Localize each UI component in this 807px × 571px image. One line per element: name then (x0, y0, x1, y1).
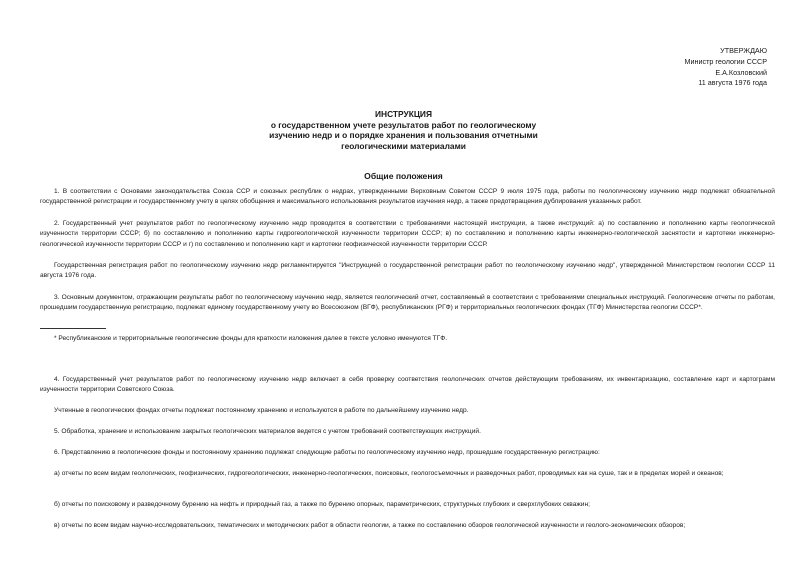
footnote: * Республиканские и территориальные геологические фонды для краткости изложения далее в тексте условно именуются ТГФ. (54, 335, 448, 342)
approval-approved-label: УТВЕРЖДАЮ (720, 46, 767, 55)
paragraph-4: 4. Государственный учет результатов работ по геологическому изучению недр включает в себя проверку соответствия геологических отчетов действующим требованиям, их инвентаризацию, составление карт и картограмм изученности территории Советского Союза. (40, 376, 775, 394)
paragraph-2: 2. Государственный учет результатов работ по геологическому изучению недр проводится в соответствии с требованиями настоящей инструкции, а также инструкций: а) по составлению и пополнению карты геологической изученности территории СССР; б) по составлению и пополнению карты гидрогеологической изученности территории СССР; в) по составлению и пополнению карты инженерно-геологической заснятости и картотеки инженерно-геологической изученности территории СССР и г) по составлению и пополнению карт и картотеки геофизической изученности территории СССР. (40, 220, 775, 248)
section-heading: Общие положения (364, 171, 443, 181)
paragraph-registration: Государственная регистрация работ по геологическому изучению недр регламентируется "Инструкцией о государственной регистрации работ по геологическому изучению недр", утвержденной Министерством геологии СССР 11 августа 1976 года. (40, 262, 775, 280)
paragraph-archive: Учтенные в геологических фондах отчеты подлежат постоянному хранению и используются в работе по дальнейшему изучению недр. (54, 407, 469, 414)
list-item-b: б) отчеты по поисковому и разведочному бурению на нефть и природный газ, а также по бурению опорных, параметрических, структурных глубоких и сверхглубоких скважин; (54, 501, 590, 508)
list-item-a: а) отчеты по всем видам геологических, геофизических, гидрогеологических, инженерно-геологических, поисковых, геологосъемочных и разведочных работ, проводимых как на суше, так и в пределах морей и океанов; (54, 470, 724, 477)
paragraph-3: 3. Основным документом, отражающим результаты работ по геологическому изучению недр, является геологический отчет, составляемый в соответствии с требованиями специальных инструкций. Геологические отчеты по работам, прошедшим государственную регистрацию, подлежат единому государственному учету во Всесоюзном (ВГФ), республиканских (РГФ) и территориальных геологических фондах (ТГФ) Министерства геологии СССР*. (40, 294, 775, 312)
approval-date: 11 августа 1976 года (698, 78, 767, 88)
footnote-divider (40, 328, 106, 329)
paragraph-1: 1. В соответствии с Основами законодательства Союза ССР и союзных республик о недрах, утвержденными Верховным Советом СССР 9 июля 1975 года, работы по геологическому изучению недр подлежат обязательной государственной регистрации и государственному учету в целях обобщения и максимального использования результатов изучения недр, а также предотвращения дублирования указанных работ. (40, 188, 775, 206)
approval-position: Министр геологии СССР (684, 56, 767, 66)
list-item-c: в) отчеты по всем видам научно-исследовательских, тематических и методических работ в области геологии, а также по составлению обзоров геологической изученности и геолого-экономических обзоров; (54, 522, 686, 529)
title-line-1: ИНСТРУКЦИЯ (375, 109, 432, 119)
approval-block (685, 46, 767, 89)
paragraph-6: 6. Представлению в геологические фонды и постоянному хранению подлежат следующие работы по геологическому изучению недр, прошедшие государственную регистрацию: (54, 449, 600, 456)
title-line-3: изучению недр и о порядке хранения и пользования отчетными (269, 130, 538, 141)
title-line-4: геологическими материалами (341, 140, 466, 151)
document-title (0, 109, 807, 151)
approval-signatory: Е.А.Козловский (715, 67, 767, 77)
paragraph-5: 5. Обработка, хранение и использование закрытых геологических материалов ведется с учетом требований соответствующих инструкций. (54, 428, 481, 435)
title-line-2: о государственном учете результатов работ по геологическому (270, 119, 537, 130)
